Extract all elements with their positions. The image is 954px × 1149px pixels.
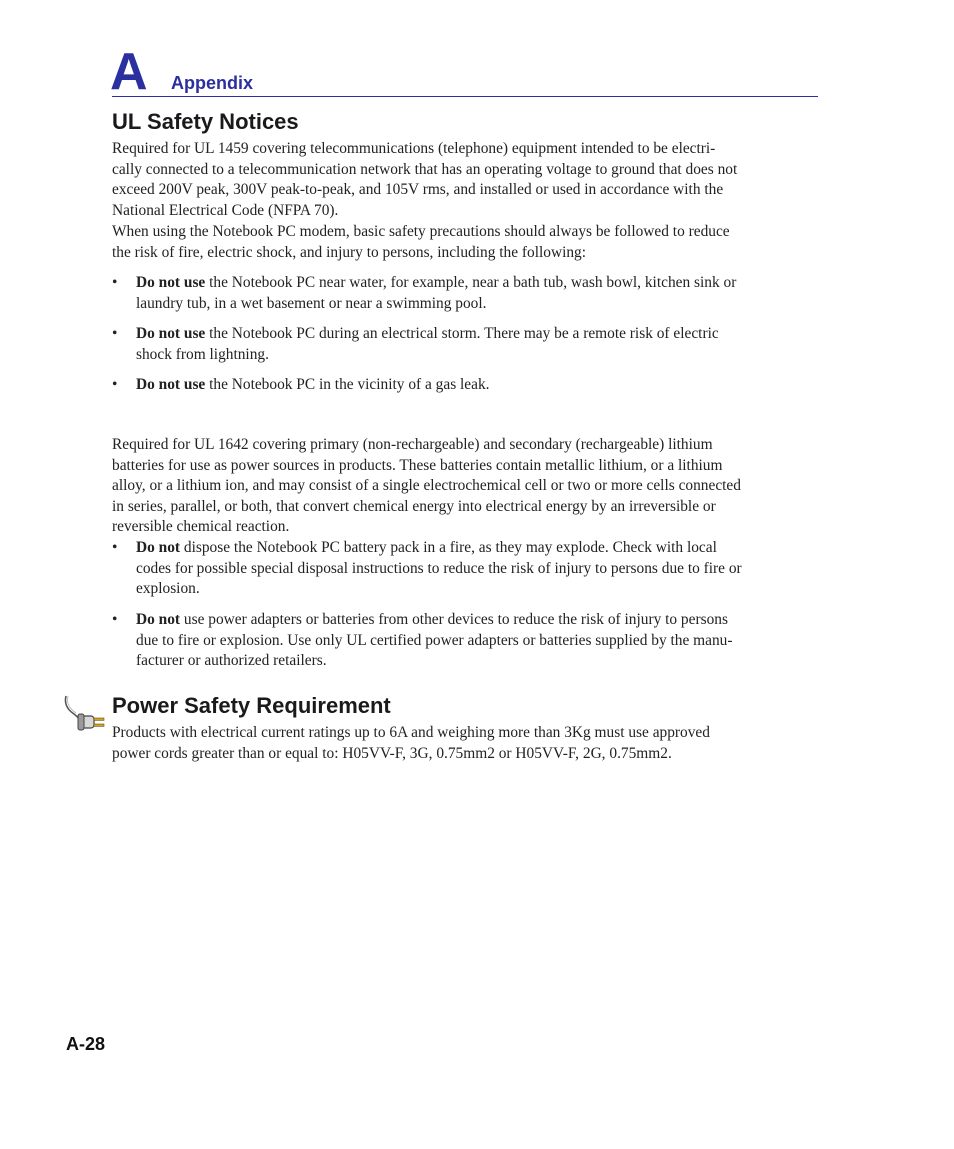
chapter-title: Appendix: [171, 73, 254, 93]
text-line: use power adapters or batteries from other devices to reduce the risk of injury to persons: [180, 611, 728, 628]
bullet-text: [136, 538, 818, 600]
bullet-marker: •: [112, 611, 118, 628]
bullet-text: [136, 273, 818, 314]
power-plug-icon: [62, 694, 108, 734]
text-line: alloy, or a lithium ion, and may consist of a single electrochemical cell or two or more cells connected: [112, 477, 741, 495]
ul-safety-heading: UL Safety Notices: [112, 109, 299, 134]
text-line: Products with electrical current ratings up to 6A and weighing more than 3Kg must use approved: [112, 724, 710, 741]
text-line: in series, parallel, or both, that convert chemical energy into electrical energy by an irreversible or: [112, 497, 716, 515]
text-line: reversible chemical reaction.: [112, 518, 290, 536]
bullet-marker: •: [112, 539, 118, 556]
text-line: batteries for use as power sources in products. These batteries contain metallic lithium, or a lithium: [112, 456, 723, 474]
bold-lead: Do not use: [136, 274, 206, 291]
bullet-text: [136, 375, 818, 396]
bullet-marker: •: [112, 376, 118, 393]
text-line: the Notebook PC in the vicinity of a gas leak.: [205, 376, 490, 393]
bold-lead: Do not: [136, 539, 181, 556]
bold-lead: Do not use: [136, 325, 206, 342]
text-line: dispose the Notebook PC battery pack in a fire, as they may explode. Check with local: [180, 539, 717, 556]
power-safety-heading: Power Safety Requirement: [112, 693, 391, 718]
text-line: When using the Notebook PC modem, basic safety precautions should always be followed to reduce: [112, 223, 730, 240]
chapter-divider: [112, 96, 818, 97]
bullet-text: [136, 324, 818, 365]
text-line: due to fire or explosion. Use only UL certified power adapters or batteries supplied by the manu-: [136, 631, 733, 649]
text-line: the Notebook PC near water, for example, near a bath tub, wash bowl, kitchen sink or: [205, 274, 737, 291]
text-line: the Notebook PC during an electrical storm. There may be a remote risk of electric: [205, 325, 719, 342]
text-line: cally connected to a telecommunication network that has an operating voltage to ground that does not: [112, 160, 738, 178]
text-line: shock from lightning.: [136, 345, 269, 363]
bullet-text: [136, 610, 818, 672]
page-number: A-28: [66, 1034, 106, 1054]
power-paragraph: [112, 723, 818, 764]
text-line: the risk of fire, electric shock, and injury to persons, including the following:: [112, 243, 587, 261]
text-line: codes for possible special disposal instructions to reduce the risk of injury to persons due to fire or: [136, 559, 742, 577]
text-line: power cords greater than or equal to: H05VV-F, 3G, 0.75mm2 or H05VV-F, 2G, 0.75mm2.: [112, 744, 672, 762]
text-line: exceed 200V peak, 300V peak-to-peak, and 105V rms, and installed or used in accordance with the: [112, 181, 724, 199]
ul1459-paragraph: [112, 139, 818, 221]
bold-lead: Do not: [136, 611, 181, 628]
text-line: explosion.: [136, 580, 200, 598]
text-line: Required for UL 1642 covering primary (non-rechargeable) and secondary (rechargeable) lithium: [112, 436, 713, 453]
text-line: Required for UL 1459 covering telecommunications (telephone) equipment intended to be electri-: [112, 140, 716, 157]
text-line: National Electrical Code (NFPA 70).: [112, 201, 339, 219]
bold-lead: Do not use: [136, 376, 206, 393]
modem-paragraph: [112, 222, 818, 263]
chapter-letter: A: [110, 43, 148, 101]
ul1642-paragraph: [112, 435, 818, 538]
text-line: laundry tub, in a wet basement or near a swimming pool.: [136, 294, 487, 312]
text-line: facturer or authorized retailers.: [136, 652, 327, 670]
bullet-marker: •: [112, 325, 118, 342]
bullet-marker: •: [112, 274, 118, 291]
